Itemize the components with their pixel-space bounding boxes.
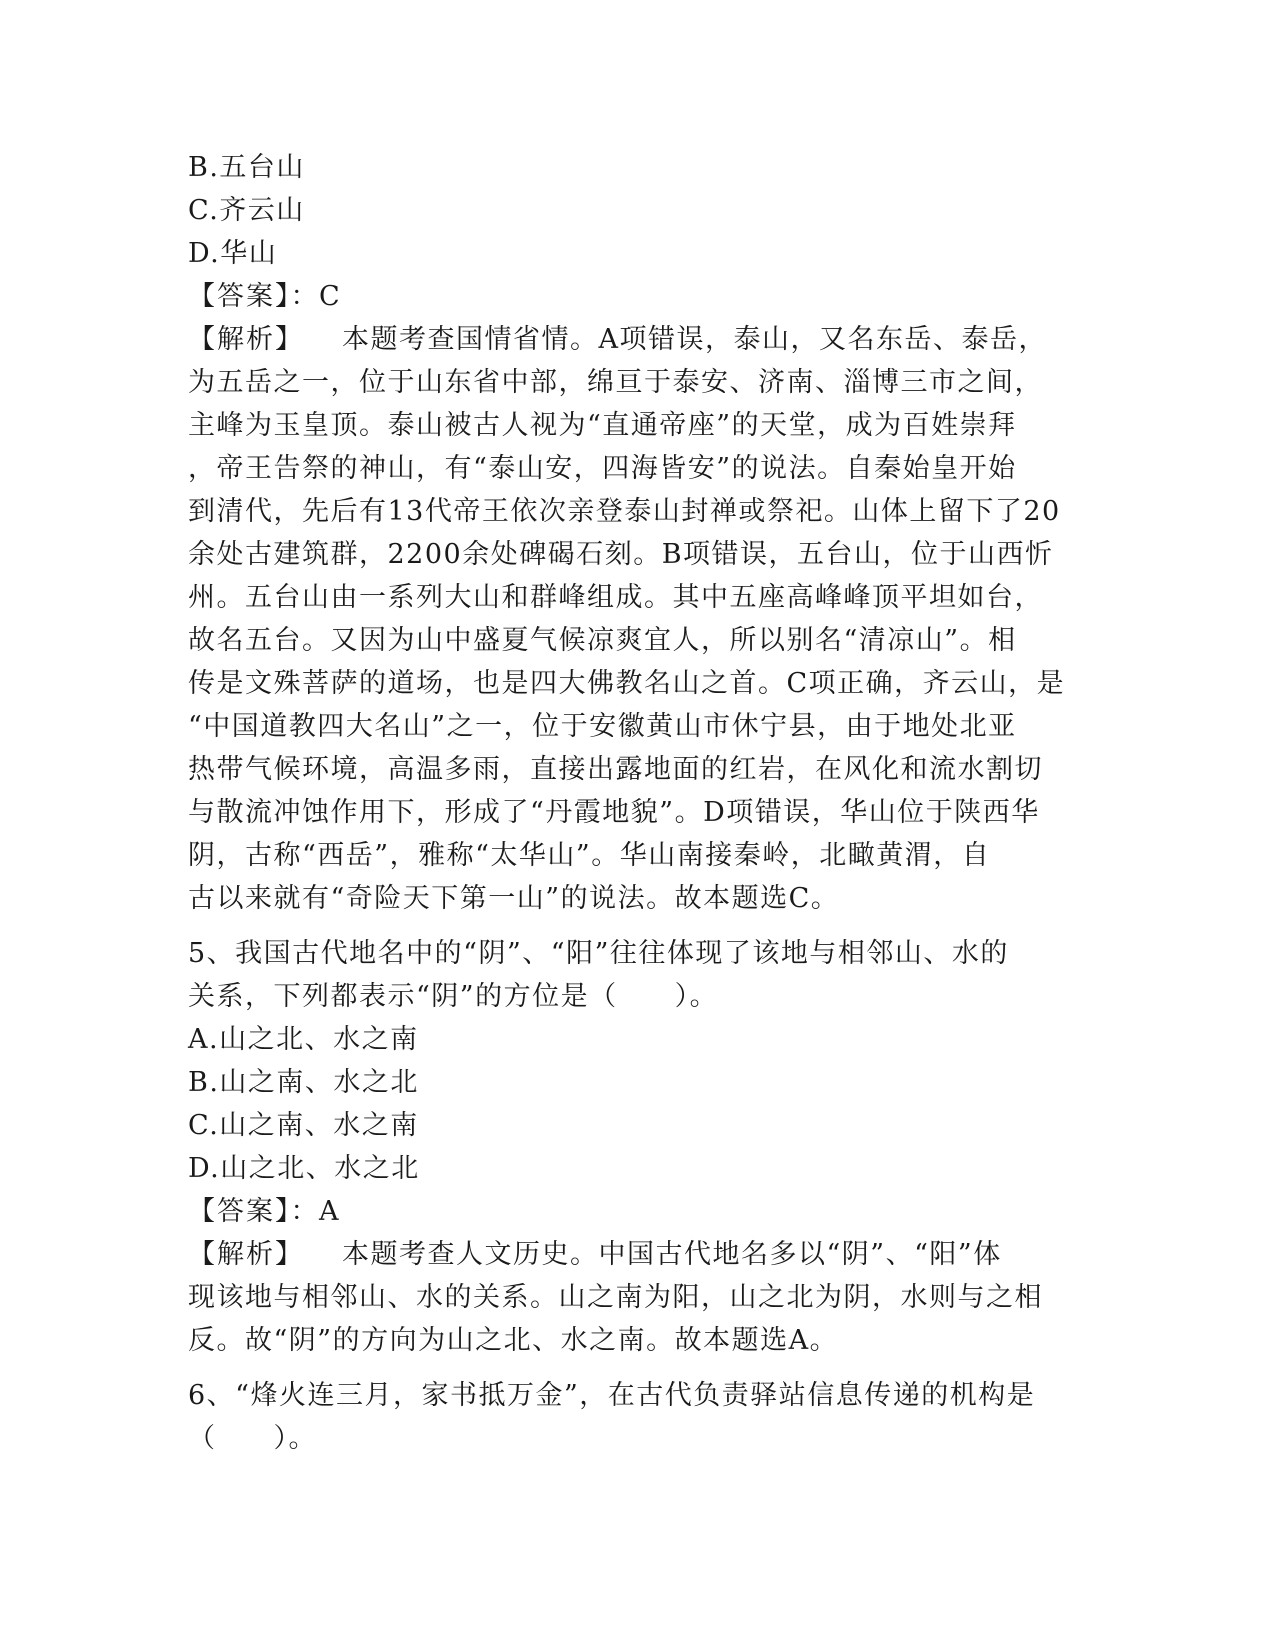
q5-stem-line-0: 5、我国古代地名中的“阴”、“阳”往往体现了该地与相邻山、水的: [188, 938, 1009, 969]
q4-analysis-line-4: 到清代，先后有13代帝王依次亲登泰山封禅或祭祀。山体上留下了20: [188, 496, 1061, 527]
q4-analysis-line-10: 热带气候环境，高温多雨，直接出露地面的红岩，在风化和流水割切: [188, 754, 1043, 785]
q4-option-b: B.五台山: [188, 152, 305, 183]
page-content: [188, 146, 1088, 1460]
q4-analysis-text-0: 本题考查国情省情。A项错误，泰山，又名东岳、泰岳，: [342, 324, 1047, 355]
q4-analysis-line-1: 为五岳之一，位于山东省中部，绵亘于泰安、济南、淄博三市之间，: [188, 367, 1043, 398]
q5-option-b: B.山之南、水之北: [188, 1067, 419, 1098]
q4-option-c: C.齐云山: [188, 195, 305, 226]
q4-answer-label: 【答案】: [188, 281, 291, 312]
q5-option-c: C.山之南、水之南: [188, 1110, 419, 1141]
q4-analysis-line-0: [188, 318, 1088, 361]
q4-analysis-line-5: 余处古建筑群，2200余处碑碣石刻。B项错误，五台山，位于山西忻: [188, 539, 1054, 570]
q4-analysis-line-11: 与散流冲蚀作用下，形成了“丹霞地貌”。D项错误，华山位于陕西华: [188, 797, 1040, 828]
q5-option-a: A.山之北、水之南: [188, 1024, 419, 1055]
q5-answer-label: 【答案】: [188, 1196, 291, 1227]
q4-analysis-line-3: ，帝王告祭的神山，有“泰山安，四海皆安”的说法。自秦始皇开始: [188, 453, 1017, 484]
q4-analysis-label: 【解析】: [188, 324, 304, 355]
q6-stem-line-0: 6、“烽火连三月，家书抵万金”，在古代负责驿站信息传递的机构是: [188, 1380, 1036, 1411]
q4-analysis-line-6: 州。五台山由一系列大山和群峰组成。其中五座高峰峰顶平坦如台，: [188, 582, 1043, 613]
q5-option-d: D.山之北、水之北: [188, 1153, 420, 1184]
q4-analysis-line-7: 故名五台。又因为山中盛夏气候凉爽宜人，所以别名“清凉山”。相: [188, 625, 1017, 656]
q6-stem-line-1: （ ）。: [188, 1423, 317, 1454]
q4-answer-value: ：C: [290, 281, 342, 312]
q5-analysis-line-2: 反。故“阴”的方向为山之北、水之南。故本题选A。: [188, 1325, 839, 1356]
q5-analysis-line-1: 现该地与相邻山、水的关系。山之南为阳，山之北为阴，水则与之相: [188, 1282, 1043, 1313]
q5-stem-line-1: 关系，下列都表示“阴”的方位是（ ）。: [188, 981, 719, 1012]
q4-analysis-line-2: 主峰为玉皇顶。泰山被古人视为“直通帝座”的天堂，成为百姓崇拜: [188, 410, 1017, 441]
question-gap: [188, 920, 1088, 932]
q5-analysis-label: 【解析】: [188, 1239, 304, 1270]
q4-analysis-line-8: 传是文殊菩萨的道场，也是四大佛教名山之首。C项正确，齐云山，是: [188, 668, 1066, 699]
q4-analysis-line-9: “中国道教四大名山”之一，位于安徽黄山市休宁县，由于地处北亚: [188, 711, 1017, 742]
question-gap: [188, 1362, 1088, 1374]
q5-analysis-line-0: [188, 1233, 1088, 1276]
q5-answer: [188, 1190, 1088, 1233]
q4-analysis-line-12: 阴，古称“西岳”，雅称“太华山”。华山南接秦岭，北瞰黄渭，自: [188, 840, 991, 871]
q5-answer-value: ：A: [290, 1196, 340, 1227]
q4-analysis-line-13: 古以来就有“奇险天下第一山”的说法。故本题选C。: [188, 883, 840, 914]
q4-answer: [188, 275, 1088, 318]
q4-option-d: D.华山: [188, 238, 278, 269]
q5-analysis-text-0: 本题考查人文历史。中国古代地名多以“阴”、“阳”体: [342, 1239, 1002, 1270]
